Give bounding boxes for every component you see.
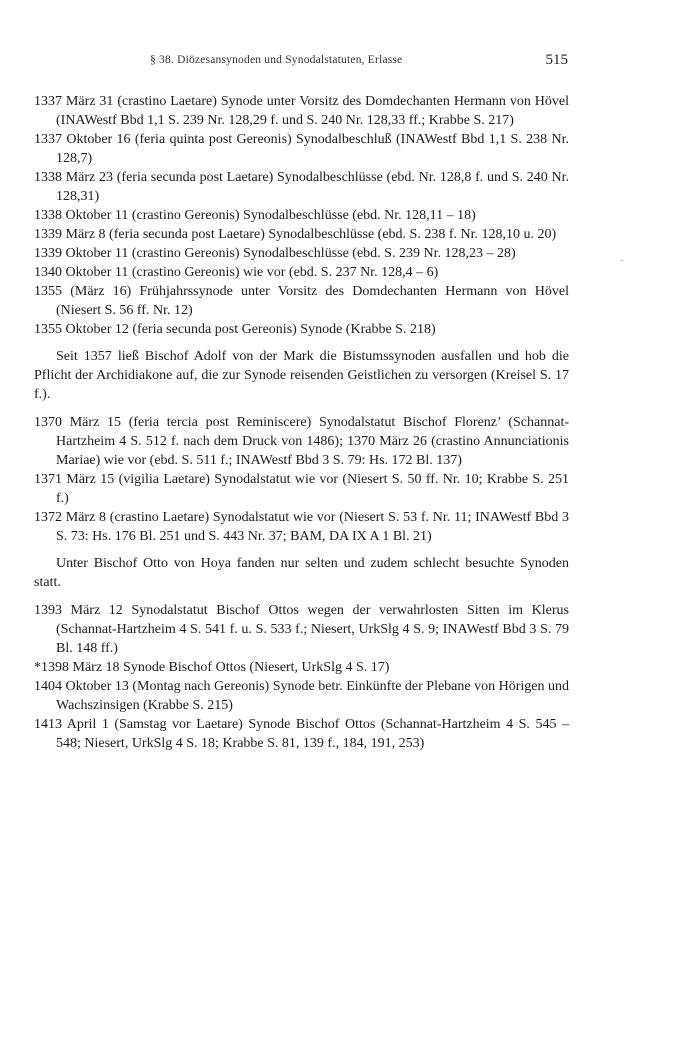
list-item: 1340 Oktober 11 (crastino Gereonis) wie vor (ebd. S. 237 Nr. 128,4 – 6) <box>34 265 439 280</box>
list-item: *1398 März 18 Synode Bischof Ottos (Niesert, UrkSlg 4 S. 17) <box>34 660 390 675</box>
list-item: 1355 Oktober 12 (feria secunda post Gereonis) Synode (Krabbe S. 218) <box>34 322 436 337</box>
synod-list-1337-1355 <box>34 92 569 339</box>
running-head: § 38. Diözesansynoden und Synodalstatuten, Erlasse <box>150 54 403 66</box>
list-item: 1339 Oktober 11 (crastino Gereonis) Synodalbeschlüsse (ebd. S. 239 Nr. 128,23 – 28) <box>34 246 516 261</box>
list-item: 1337 Oktober 16 (feria quinta post Gereonis) Synodalbeschluß (INAWestf Bbd 1,1 S. 238 Nr. 128,7) <box>34 132 569 166</box>
list-item: 1393 März 12 Synodalstatut Bischof Ottos wegen der verwahrlosten Sitten im Klerus (Schannat-Hartzheim 4 S. 541 f. u. S. 533 f.; Niesert, UrkSlg 4 S. 9; INAWestf Bbd 3 S. 79 Bl. 148 ff.) <box>34 603 569 656</box>
page-number: 515 <box>545 52 568 68</box>
list-item: 1338 März 23 (feria secunda post Laetare) Synodalbeschlüsse (ebd. Nr. 128,8 f. und S. 240 Nr. 128,31) <box>34 170 569 204</box>
list-item: 1413 April 1 (Samstag vor Laetare) Synode Bischof Ottos (Schannat-Hartzheim 4 S. 545 – 548; Niesert, UrkSlg 4 S. 18; Krabbe S. 81, 139 f., 184, 191, 253) <box>34 717 569 751</box>
list-item: 1339 März 8 (feria secunda post Laetare) Synodalbeschlüsse (ebd. S. 238 f. Nr. 128,10 u. 20) <box>34 227 557 242</box>
page-header <box>150 52 568 72</box>
list-item: 1355 (März 16) Frühjahrssynode unter Vorsitz des Domdechanten Hermann von Hövel (Niesert S. 56 ff. Nr. 12) <box>34 284 569 318</box>
list-item: 1338 Oktober 11 (crastino Gereonis) Synodalbeschlüsse (ebd. Nr. 128,11 – 18) <box>34 208 476 223</box>
list-item: 1371 März 15 (vigilia Laetare) Synodalstatut wie vor (Niesert S. 50 ff. Nr. 10; Krabbe S. 251 f.) <box>34 472 569 506</box>
list-item: 1404 Oktober 13 (Montag nach Gereonis) Synode betr. Einkünfte der Plebane von Hörigen und Wachszinsigen (Krabbe S. 215) <box>34 679 569 713</box>
list-item: 1337 März 31 (crastino Laetare) Synode unter Vorsitz des Domdechanten Hermann von Hövel (INAWestf Bbd 1,1 S. 239 Nr. 128,29 f. und S. 240 Nr. 128,33 ff.; Krabbe S. 217) <box>34 94 569 128</box>
paragraph-otto: Unter Bischof Otto von Hoya fanden nur selten und zudem schlecht besuchte Synoden statt. <box>34 556 569 590</box>
synod-list-1370-1372 <box>34 413 569 546</box>
margin-mark <box>621 260 623 261</box>
list-item: 1372 März 8 (crastino Laetare) Synodalstatut wie vor (Niesert S. 53 f. Nr. 11; INAWestf Bbd 3 S. 73: Hs. 176 Bl. 251 und S. 443 Nr. 37; BAM, DA IX A 1 Bl. 21) <box>34 510 569 544</box>
list-item: 1370 März 15 (feria tercia post Reminiscere) Synodalstatut Bischof Florenz’ (Schannat-Hartzheim 4 S. 512 f. nach dem Druck von 1486); 1370 März 26 (crastino Annunciationis Mariae) wie vor (ebd. S. 511 f.; INAWestf Bbd 3 S. 79: Hs. 172 Bl. 137) <box>34 415 569 468</box>
paragraph-adolf: Seit 1357 ließ Bischof Adolf von der Mark die Bistumssynoden ausfallen und hob die Pflicht der Archidiakone auf, die zur Synode reisenden Geistlichen zu versorgen (Kreisel S. 17 f.). <box>34 349 569 402</box>
page-body <box>34 92 569 753</box>
synod-list-1393-1413 <box>34 601 569 753</box>
